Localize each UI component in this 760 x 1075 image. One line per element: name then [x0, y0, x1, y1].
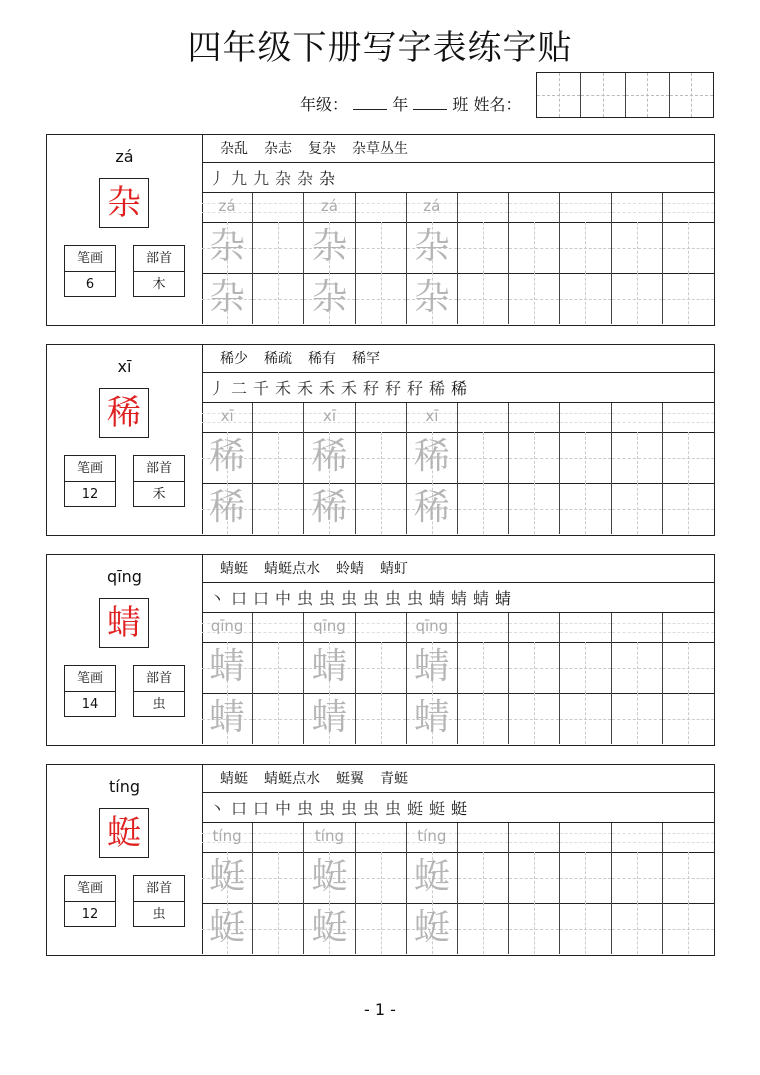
trace-char: 杂 [413, 277, 450, 318]
practice-cell[interactable] [509, 403, 560, 432]
practice-cell[interactable] [356, 903, 407, 954]
stroke-step: 禾 [296, 379, 313, 398]
stroke-step: 杂 [318, 169, 335, 188]
char-pinyin: tíng [108, 777, 140, 796]
practice-cell[interactable] [304, 273, 355, 324]
practice-cell[interactable] [663, 903, 714, 954]
stroke-step: 蜓 [428, 799, 445, 818]
practice-cell[interactable] [356, 432, 407, 483]
practice-cell[interactable] [509, 613, 560, 642]
example-word: 蜻虰 [380, 561, 408, 577]
trace-pinyin: xī [322, 407, 336, 425]
practice-cell[interactable] [202, 222, 253, 273]
practice-cell[interactable] [356, 823, 407, 852]
stroke-order-row [202, 793, 714, 823]
char-display: 蜓 [99, 808, 149, 858]
stroke-step: 二 [230, 379, 247, 398]
practice-cell[interactable] [356, 613, 407, 642]
practice-cell[interactable] [304, 852, 355, 903]
practice-cell[interactable] [202, 273, 253, 324]
example-word: 杂志 [264, 141, 292, 157]
trace-pinyin: zá [320, 197, 338, 215]
char-info-panel [47, 135, 203, 324]
example-word: 蜓翼 [336, 771, 364, 787]
example-word: 稀罕 [352, 351, 380, 367]
stroke-step: 稀 [450, 379, 467, 398]
trace-pinyin: tíng [314, 827, 344, 845]
practice-cell[interactable] [458, 483, 509, 534]
practice-cell[interactable] [663, 193, 714, 222]
radical-label: 部首 [134, 456, 184, 482]
year-label: 年 [392, 95, 409, 114]
practice-cell[interactable] [458, 273, 509, 324]
stroke-step: 中 [274, 589, 291, 608]
stroke-step: 秄 [384, 379, 401, 398]
radical-value: 禾 [152, 487, 166, 502]
practice-cell[interactable] [458, 432, 509, 483]
practice-cell[interactable] [509, 193, 560, 222]
practice-cell[interactable] [612, 273, 663, 324]
practice-cell[interactable] [407, 483, 458, 534]
name-box[interactable] [537, 73, 581, 117]
trace-char: 蜻 [209, 646, 246, 687]
student-info-row [300, 92, 522, 115]
practice-cell[interactable] [253, 823, 304, 852]
char-pinyin: qīng [107, 567, 142, 586]
practice-cell[interactable] [202, 642, 253, 693]
practice-cell[interactable] [560, 273, 611, 324]
example-word: 蜻蜓点水 [264, 771, 320, 787]
practice-cell[interactable] [407, 613, 458, 642]
char-pinyin: zá [115, 147, 134, 166]
stroke-step: 虫 [340, 799, 357, 818]
practice-cell[interactable] [407, 903, 458, 954]
grid-row [202, 432, 714, 484]
radical-label: 部首 [134, 666, 184, 692]
stroke-count-value: 6 [85, 277, 95, 292]
practice-cell[interactable] [304, 403, 355, 432]
trace-char: 稀 [209, 487, 246, 528]
example-words [202, 135, 714, 163]
practice-cell[interactable] [509, 903, 560, 954]
stroke-count-box [64, 455, 116, 507]
stroke-step: 虫 [406, 589, 423, 608]
trace-char: 蜓 [311, 856, 348, 897]
trace-pinyin: zá [218, 197, 236, 215]
char-info-panel [47, 765, 203, 954]
class-blank[interactable] [413, 95, 447, 110]
stroke-step: 蜻 [428, 589, 445, 608]
trace-char: 稀 [413, 487, 450, 528]
name-box[interactable] [670, 73, 713, 117]
stroke-step: 蜻 [450, 589, 467, 608]
stroke-step: 禾 [274, 379, 291, 398]
practice-grid [202, 823, 714, 954]
stroke-order-row [202, 583, 714, 613]
stroke-step: 禾 [318, 379, 335, 398]
practice-cell[interactable] [253, 642, 304, 693]
stroke-step: 丿 [208, 169, 225, 188]
stroke-step: 杂 [274, 169, 291, 188]
stroke-step: 蜓 [406, 799, 423, 818]
practice-cell[interactable] [663, 642, 714, 693]
example-word: 蜻蜓 [220, 561, 248, 577]
char-info-panel [47, 555, 203, 744]
practice-cell[interactable] [253, 852, 304, 903]
stroke-step: 丶 [208, 799, 225, 818]
stroke-count-label: 笔画 [65, 876, 115, 902]
trace-char: 蜻 [311, 646, 348, 687]
trace-char: 蜓 [311, 907, 348, 948]
practice-cell[interactable] [509, 483, 560, 534]
example-word: 稀有 [308, 351, 336, 367]
practice-cell[interactable] [304, 432, 355, 483]
practice-cell[interactable] [612, 403, 663, 432]
practice-cell[interactable] [458, 613, 509, 642]
practice-cell[interactable] [458, 222, 509, 273]
practice-cell[interactable] [509, 222, 560, 273]
practice-cell[interactable] [612, 222, 663, 273]
stroke-step: 虫 [318, 799, 335, 818]
stroke-order-row [202, 163, 714, 193]
practice-cell[interactable] [304, 693, 355, 744]
practice-cell[interactable] [509, 432, 560, 483]
example-words [202, 765, 714, 793]
practice-cell[interactable] [253, 613, 304, 642]
practice-cell[interactable] [304, 613, 355, 642]
stroke-step: 虫 [384, 799, 401, 818]
char-display: 蜻 [99, 598, 149, 648]
page-number: - 1 - [364, 1000, 396, 1019]
stroke-step: 秄 [362, 379, 379, 398]
practice-cell[interactable] [560, 693, 611, 744]
practice-cell[interactable] [663, 403, 714, 432]
practice-cell[interactable] [407, 693, 458, 744]
practice-cell[interactable] [560, 852, 611, 903]
example-word: 青蜓 [380, 771, 408, 787]
practice-cell[interactable] [458, 403, 509, 432]
practice-cell[interactable] [202, 903, 253, 954]
trace-char: 杂 [311, 226, 348, 267]
practice-grid [202, 613, 714, 744]
trace-char: 稀 [311, 436, 348, 477]
practice-cell[interactable] [253, 432, 304, 483]
trace-pinyin: qīng [313, 617, 346, 635]
stroke-step: 禾 [340, 379, 357, 398]
practice-cell[interactable] [304, 823, 355, 852]
practice-cell[interactable] [612, 852, 663, 903]
trace-char: 杂 [311, 277, 348, 318]
name-box[interactable] [581, 73, 625, 117]
practice-cell[interactable] [458, 642, 509, 693]
grade-label: 年级： [300, 95, 349, 114]
practice-cell[interactable] [202, 693, 253, 744]
grade-blank[interactable] [353, 95, 387, 110]
radical-label: 部首 [134, 876, 184, 902]
practice-cell[interactable] [612, 483, 663, 534]
practice-cell[interactable] [612, 693, 663, 744]
stroke-step: 杂 [296, 169, 313, 188]
practice-cell[interactable] [407, 193, 458, 222]
stroke-step: 丿 [208, 379, 225, 398]
practice-cell[interactable] [663, 693, 714, 744]
trace-pinyin: xī [220, 407, 234, 425]
practice-cell[interactable] [356, 403, 407, 432]
practice-cell[interactable] [304, 483, 355, 534]
radical-value: 木 [152, 277, 166, 292]
practice-cell[interactable] [407, 852, 458, 903]
stroke-step: 蜻 [472, 589, 489, 608]
trace-pinyin: qīng [210, 617, 244, 635]
practice-cell[interactable] [407, 403, 458, 432]
name-box[interactable] [626, 73, 670, 117]
stroke-step: 虫 [296, 799, 313, 818]
practice-cell[interactable] [356, 693, 407, 744]
stroke-step: 虫 [362, 799, 379, 818]
stroke-step: 口 [230, 589, 247, 608]
practice-block [46, 134, 715, 326]
practice-cell[interactable] [202, 852, 253, 903]
stroke-count-value: 14 [81, 697, 99, 712]
stroke-step: 口 [230, 799, 247, 818]
grid-row [202, 613, 714, 643]
stroke-step: 稀 [428, 379, 445, 398]
stroke-step: 虫 [296, 589, 313, 608]
practice-cell[interactable] [663, 222, 714, 273]
practice-cell[interactable] [509, 823, 560, 852]
char-info-panel [47, 345, 203, 534]
grid-row [202, 403, 714, 433]
example-word: 蜻蜓点水 [264, 561, 320, 577]
trace-char: 稀 [209, 436, 246, 477]
practice-cell[interactable] [663, 273, 714, 324]
practice-cell[interactable] [458, 193, 509, 222]
trace-char: 稀 [413, 436, 450, 477]
stroke-step: 口 [252, 799, 269, 818]
practice-cell[interactable] [560, 403, 611, 432]
class-label: 班 [452, 95, 469, 114]
example-word: 杂草丛生 [352, 141, 408, 157]
practice-cell[interactable] [663, 823, 714, 852]
practice-block [46, 764, 715, 956]
practice-cell[interactable] [253, 903, 304, 954]
grid-row [202, 193, 714, 223]
practice-cell[interactable] [202, 823, 253, 852]
grid-row [202, 903, 714, 954]
trace-char: 杂 [209, 277, 246, 318]
practice-cell[interactable] [612, 432, 663, 483]
page-title: 四年级下册写字表练字贴 [187, 28, 573, 68]
practice-cell[interactable] [356, 852, 407, 903]
practice-cell[interactable] [458, 903, 509, 954]
practice-cell[interactable] [202, 613, 253, 642]
practice-cell[interactable] [560, 193, 611, 222]
stroke-step: 虫 [362, 589, 379, 608]
practice-cell[interactable] [304, 193, 355, 222]
stroke-step: 蜻 [494, 589, 511, 608]
example-words [202, 345, 714, 373]
radical-box [133, 665, 185, 717]
stroke-step: 中 [274, 799, 291, 818]
practice-cell[interactable] [560, 432, 611, 483]
practice-cell[interactable] [663, 483, 714, 534]
practice-grid [202, 193, 714, 324]
example-word: 蜻蜓 [220, 771, 248, 787]
practice-cell[interactable] [356, 642, 407, 693]
practice-cell[interactable] [253, 273, 304, 324]
radical-label: 部首 [134, 246, 184, 272]
stroke-count-value: 12 [81, 487, 99, 502]
practice-cell[interactable] [612, 903, 663, 954]
practice-cell[interactable] [663, 432, 714, 483]
trace-pinyin: zá [423, 197, 441, 215]
stroke-step: 虫 [384, 589, 401, 608]
example-word: 稀少 [220, 351, 248, 367]
practice-cell[interactable] [407, 273, 458, 324]
trace-char: 稀 [311, 487, 348, 528]
practice-cell[interactable] [663, 852, 714, 903]
practice-cell[interactable] [253, 222, 304, 273]
stroke-count-box [64, 875, 116, 927]
trace-char: 蜓 [209, 907, 246, 948]
trace-char: 蜻 [311, 697, 348, 738]
practice-cell[interactable] [509, 693, 560, 744]
name-label: 姓名： [473, 95, 522, 114]
practice-block [46, 344, 715, 536]
example-words [202, 555, 714, 583]
trace-char: 杂 [209, 226, 246, 267]
practice-cell[interactable] [202, 432, 253, 483]
char-display: 杂 [99, 178, 149, 228]
trace-char: 蜓 [209, 856, 246, 897]
trace-pinyin: xī [425, 407, 439, 425]
grid-row [202, 222, 714, 274]
grid-row [202, 823, 714, 853]
grid-row [202, 852, 714, 904]
practice-cell[interactable] [407, 222, 458, 273]
trace-pinyin: qīng [415, 617, 449, 635]
char-pinyin: xī [117, 357, 132, 376]
stroke-count-label: 笔画 [65, 666, 115, 692]
practice-cell[interactable] [356, 222, 407, 273]
practice-cell[interactable] [458, 693, 509, 744]
practice-block [46, 554, 715, 746]
radical-box [133, 455, 185, 507]
stroke-step: 虫 [340, 589, 357, 608]
practice-cell[interactable] [458, 852, 509, 903]
char-display: 稀 [99, 388, 149, 438]
stroke-count-box [64, 245, 116, 297]
radical-value: 虫 [152, 697, 166, 712]
practice-cell[interactable] [253, 193, 304, 222]
trace-pinyin: tíng [417, 827, 447, 845]
practice-cell[interactable] [612, 613, 663, 642]
stroke-order-row [202, 373, 714, 403]
stroke-count-label: 笔画 [65, 456, 115, 482]
radical-box [133, 245, 185, 297]
trace-char: 蜓 [413, 907, 450, 948]
practice-cell[interactable] [304, 642, 355, 693]
name-boxes[interactable] [536, 72, 714, 118]
stroke-count-label: 笔画 [65, 246, 115, 272]
practice-cell[interactable] [356, 273, 407, 324]
practice-cell[interactable] [356, 193, 407, 222]
stroke-step: 蜓 [450, 799, 467, 818]
stroke-step: 秄 [406, 379, 423, 398]
stroke-count-value: 12 [81, 907, 99, 922]
practice-cell[interactable] [253, 403, 304, 432]
practice-cell[interactable] [560, 222, 611, 273]
radical-value: 虫 [152, 907, 166, 922]
grid-row [202, 483, 714, 534]
practice-cell[interactable] [202, 193, 253, 222]
trace-char: 杂 [413, 226, 450, 267]
practice-cell[interactable] [202, 403, 253, 432]
practice-cell[interactable] [304, 903, 355, 954]
trace-pinyin: tíng [212, 827, 242, 845]
practice-cell[interactable] [560, 903, 611, 954]
trace-char: 蜻 [413, 646, 450, 687]
practice-cell[interactable] [560, 613, 611, 642]
example-word: 蛉蜻 [336, 561, 364, 577]
practice-cell[interactable] [407, 823, 458, 852]
stroke-count-box [64, 665, 116, 717]
grid-row [202, 273, 714, 324]
practice-cell[interactable] [560, 823, 611, 852]
stroke-step: 口 [252, 589, 269, 608]
stroke-step: 千 [252, 379, 269, 398]
practice-cell[interactable] [304, 222, 355, 273]
example-word: 复杂 [308, 141, 336, 157]
trace-char: 蜻 [413, 697, 450, 738]
practice-cell[interactable] [407, 642, 458, 693]
practice-grid [202, 403, 714, 534]
stroke-step: 丶 [208, 589, 225, 608]
stroke-step: 虫 [318, 589, 335, 608]
practice-cell[interactable] [253, 693, 304, 744]
trace-char: 蜓 [413, 856, 450, 897]
practice-cell[interactable] [560, 642, 611, 693]
practice-cell[interactable] [612, 642, 663, 693]
practice-cell[interactable] [612, 823, 663, 852]
stroke-step: 九 [230, 169, 247, 188]
example-word: 杂乱 [220, 141, 248, 157]
practice-cell[interactable] [356, 483, 407, 534]
radical-box [133, 875, 185, 927]
stroke-step: 九 [252, 169, 269, 188]
practice-cell[interactable] [560, 483, 611, 534]
practice-cell[interactable] [458, 823, 509, 852]
practice-cell[interactable] [253, 483, 304, 534]
example-word: 稀疏 [264, 351, 292, 367]
practice-cell[interactable] [407, 432, 458, 483]
grid-row [202, 693, 714, 744]
practice-cell[interactable] [663, 613, 714, 642]
trace-char: 蜻 [209, 697, 246, 738]
practice-cell[interactable] [612, 193, 663, 222]
practice-cell[interactable] [509, 642, 560, 693]
practice-cell[interactable] [509, 273, 560, 324]
grid-row [202, 642, 714, 694]
practice-cell[interactable] [202, 483, 253, 534]
practice-cell[interactable] [509, 852, 560, 903]
